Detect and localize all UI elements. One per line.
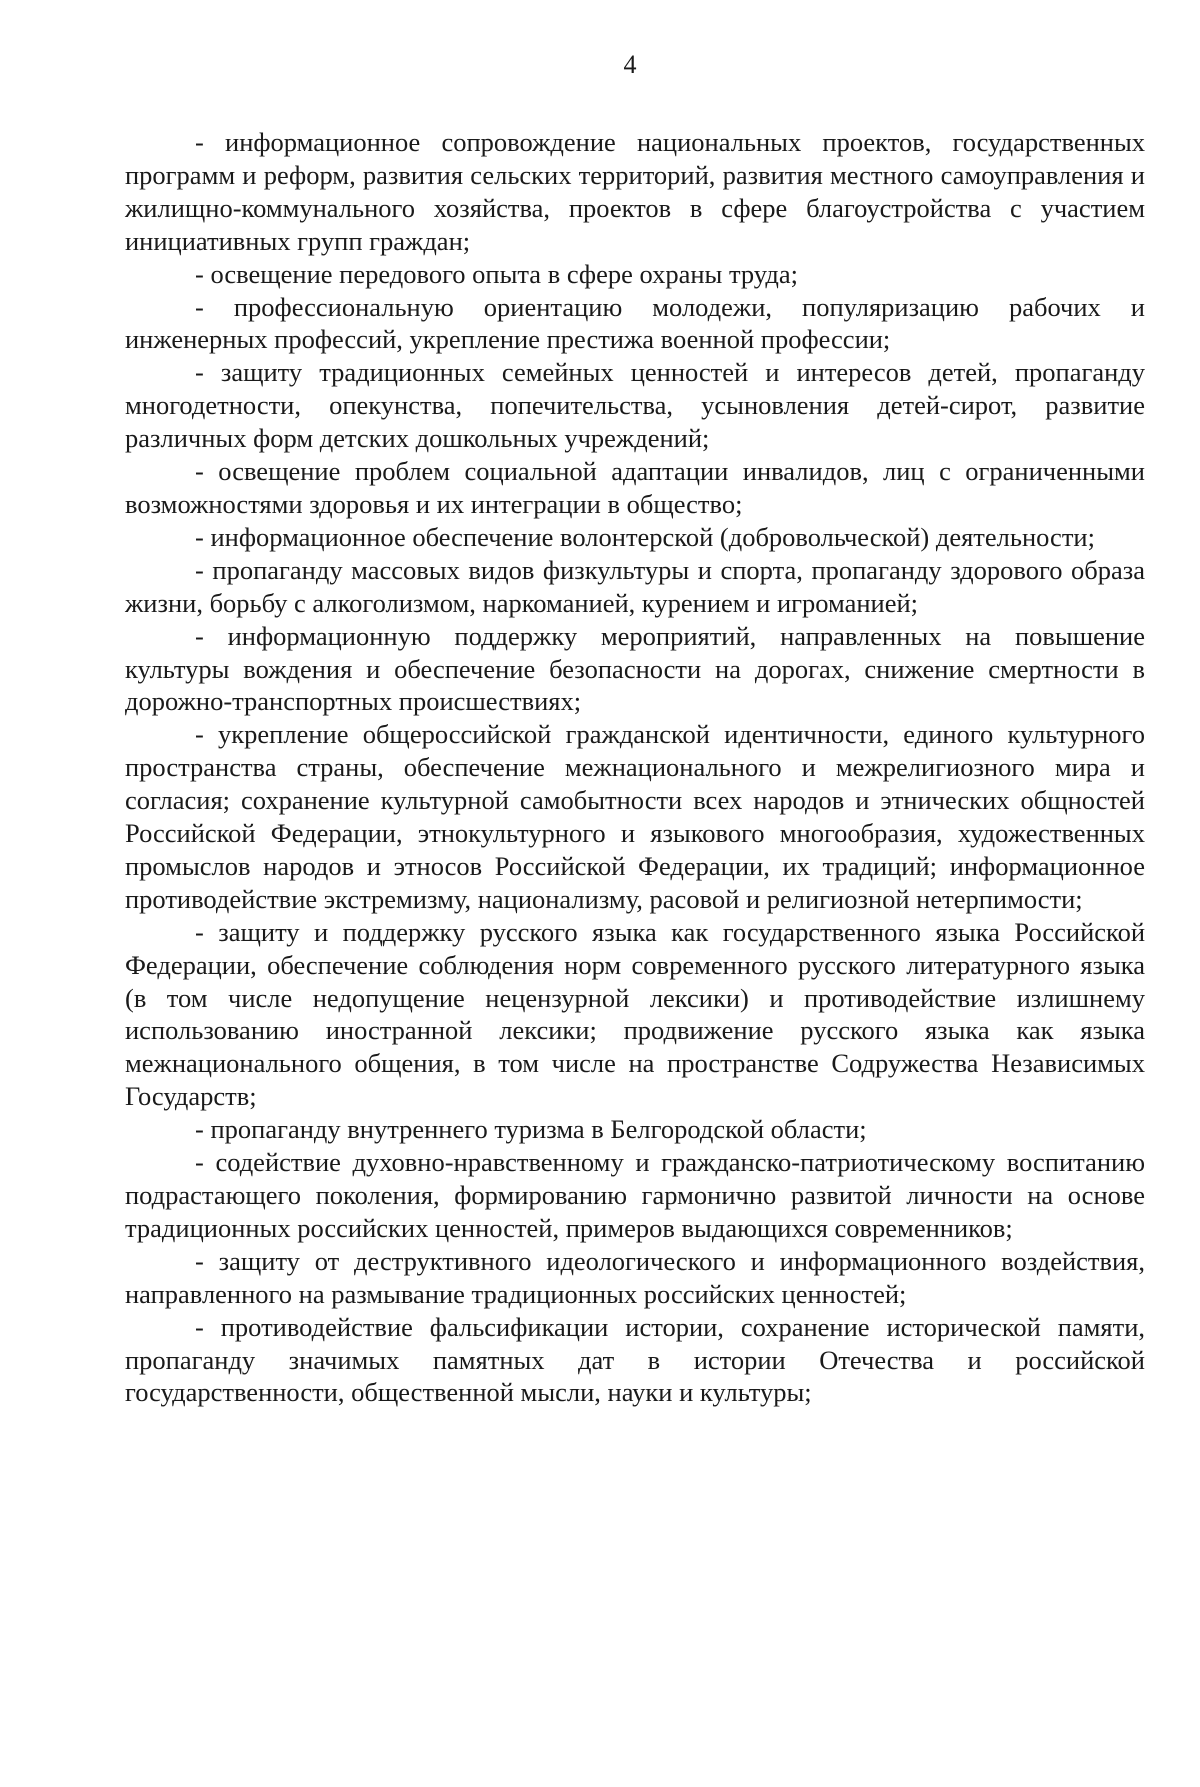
list-item: - профессиональную ориентацию молодежи, популяризацию рабочих и инженерных профессий, укрепление престижа военной профессии; [125,291,1145,355]
list-item: - пропаганду массовых видов физкультуры и спорта, пропаганду здорового образа жизни, борьбу с алкоголизмом, наркоманией, курением и игроманией; [125,554,1145,618]
list-item: - освещение передового опыта в сфере охраны труда; [195,258,798,289]
list-item: - содействие духовно-нравственному и гражданско-патриотическому воспитанию подрастающего поколения, формированию гармонично развитой личности на основе традиционных российских ценностей, примеров выдающихся современников; [125,1147,1145,1243]
list-item: - информационное сопровождение национальных проектов, государственных программ и реформ, развития сельских территорий, развития местного самоуправления и жилищно-коммунального хозяйства, проектов в сфере благоустройства с участием инициативных групп граждан; [125,127,1145,256]
page-number: 4 [623,50,637,79]
list-item: - информационную поддержку мероприятий, направленных на повышение культуры вождения и обеспечение безопасности на дорогах, снижение смертности в дорожно-транспортных происшествиях; [125,620,1145,717]
list-item: - противодействие фальсификации истории, сохранение исторической памяти, пропаганду значимых памятных дат в истории Отечества и российской государственности, общественной мысли, науки и культуры; [125,1311,1145,1408]
list-item: - укрепление общероссийской гражданской идентичности, единого культурного пространства страны, обеспечение межнационального и межрелигиозного мира и согласия; сохранение культурной самобытности всех народов и этнических общностей Российской Федерации, этнокультурного и языкового многообразия, художественных промыслов народов и этносов Российской Федерации, их традиций; информационное противодействие экстремизму, национализму, расовой и религиозной нетерпимости; [125,719,1145,914]
list-item: - освещение проблем социальной адаптации инвалидов, лиц с ограниченными возможностями здоровья и их интеграции в общество; [125,456,1145,519]
list-item: - защиту традиционных семейных ценностей и интересов детей, пропаганду многодетности, опекунства, попечительства, усыновления детей-сирот, развитие различных форм детских дошкольных учреждений; [125,357,1145,454]
list-item: - защиту от деструктивного идеологического и информационного воздействия, направленного на размывание традиционных российских ценностей; [125,1245,1145,1309]
list-item: - пропаганду внутреннего туризма в Белгородской области; [195,1114,867,1145]
list-item: - защиту и поддержку русского языка как государственного языка Российской Федерации, обеспечение соблюдения норм современного русского литературного языка (в том числе недопущение нецензурной лексики) и противодействие излишнему использованию иностранной лексики; продвижение русского языка как языка межнационального общения, в том числе на пространстве Содружества Независимых Государств; [125,916,1145,1112]
document-body [125,126,1145,1409]
list-item: - информационное обеспечение волонтерской (добровольческой) деятельности; [195,521,1095,552]
